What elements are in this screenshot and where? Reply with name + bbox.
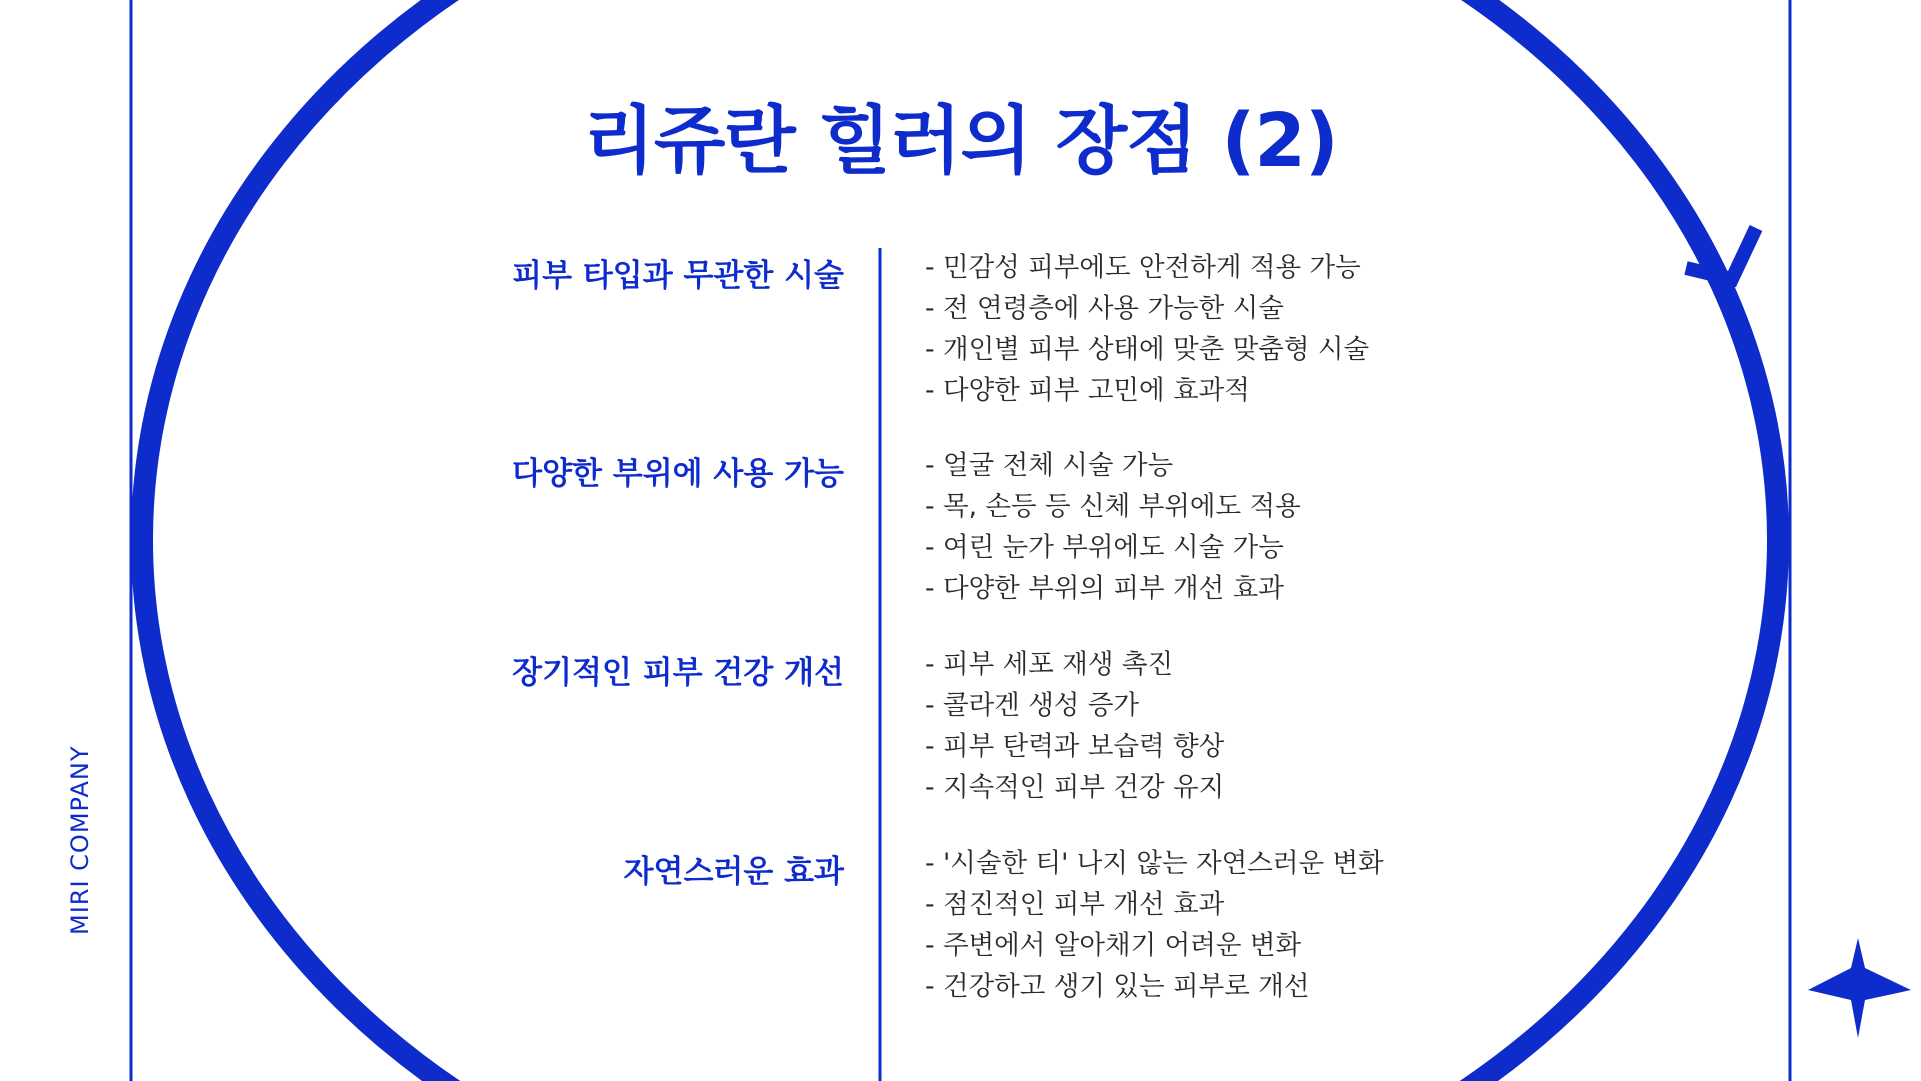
list-item: - 전 연령층에 사용 가능한 시술 xyxy=(925,293,1284,324)
list-item: - 건강하고 생기 있는 피부로 개선 xyxy=(925,971,1310,1002)
list-item: - 얼굴 전체 시술 가능 xyxy=(925,450,1174,481)
list-item: - 점진적인 피부 개선 효과 xyxy=(925,889,1225,920)
list-item: - 피부 세포 재생 촉진 xyxy=(925,649,1174,680)
list-item: - 다양한 피부 고민에 효과적 xyxy=(925,375,1250,406)
list-item: - 피부 탄력과 보습력 향상 xyxy=(925,731,1225,762)
section-list-natural-effect xyxy=(925,843,1384,1007)
section-heading-skin-type: 피부 타입과 무관한 시술 xyxy=(512,258,844,294)
list-item: - 다양한 부위의 피부 개선 효과 xyxy=(925,573,1284,604)
section-list-body-areas xyxy=(925,445,1301,609)
list-item: - '시술한 티' 나지 않는 자연스러운 변화 xyxy=(925,848,1384,879)
list-item: - 민감성 피부에도 안전하게 적용 가능 xyxy=(925,252,1361,283)
section-heading-natural-effect: 자연스러운 효과 xyxy=(623,854,844,890)
page-title: 리쥬란 힐러의 장점 (2) xyxy=(583,98,1338,184)
section-heading-long-term: 장기적인 피부 건강 개선 xyxy=(512,655,844,691)
list-item: - 개인별 피부 상태에 맞춘 맞춤형 시술 xyxy=(925,334,1370,365)
list-item: - 콜라겐 생성 증가 xyxy=(925,690,1140,721)
list-item: - 목, 손등 등 신체 부위에도 적용 xyxy=(925,491,1301,522)
brand-label: MIRI COMPANY xyxy=(66,745,94,935)
section-list-skin-type xyxy=(925,247,1369,411)
section-heading-body-areas: 다양한 부위에 사용 가능 xyxy=(512,456,844,492)
section-list-long-term xyxy=(925,644,1224,808)
list-item: - 지속적인 피부 건강 유지 xyxy=(925,772,1225,803)
list-item: - 주변에서 알아채기 어려운 변화 xyxy=(925,930,1302,961)
list-item: - 여린 눈가 부위에도 시술 가능 xyxy=(925,532,1284,563)
